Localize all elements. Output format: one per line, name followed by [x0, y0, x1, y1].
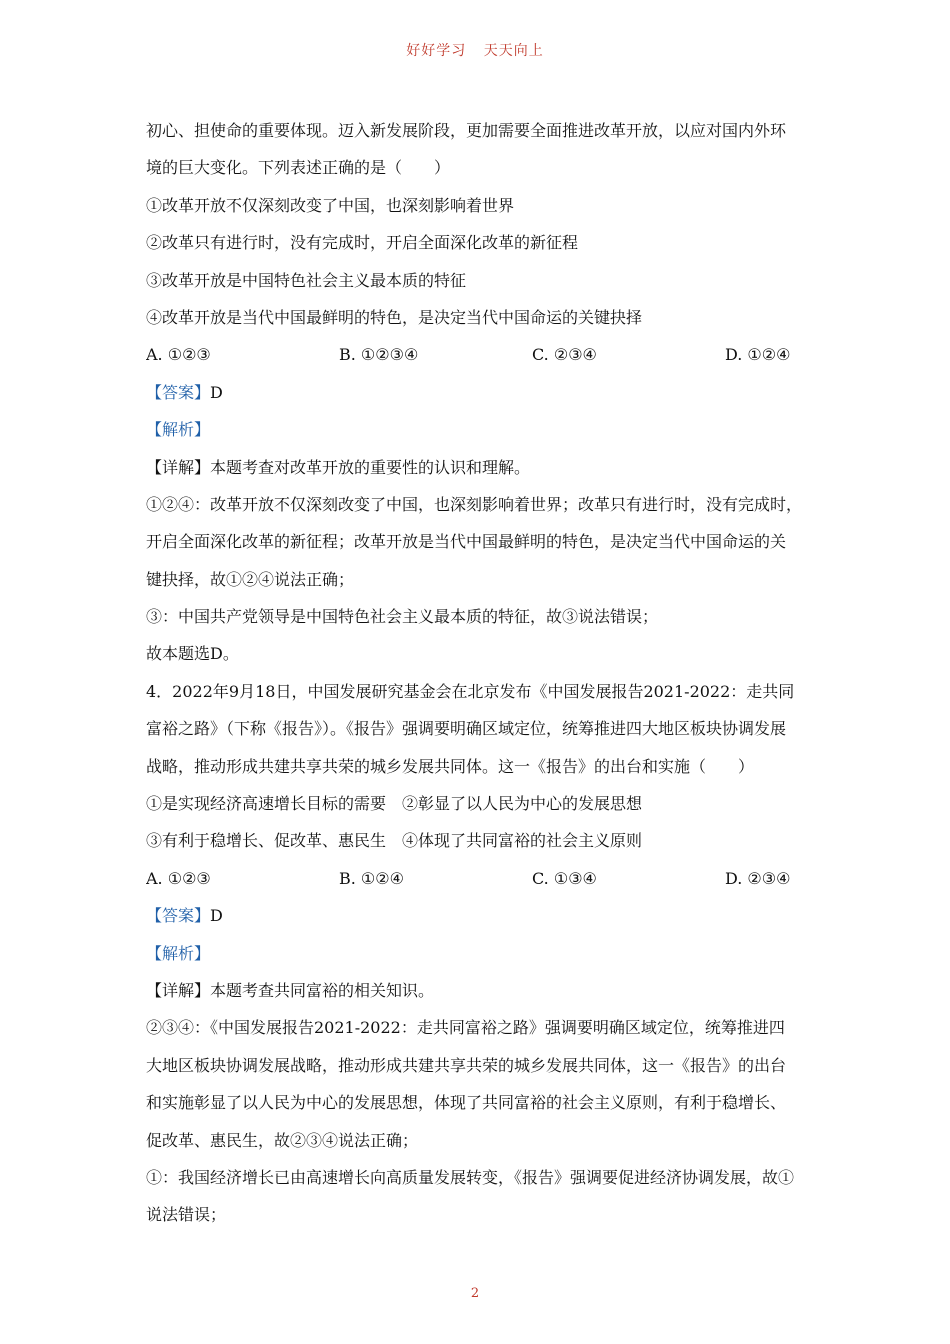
document-body — [146, 112, 810, 1234]
q3-option-d: D. ①②④ — [725, 345, 791, 365]
q4-detail-line-7: 说法错误； — [146, 1205, 227, 1225]
q3-item-4: ④改革开放是当代中国最鲜明的特色，是决定当代中国命运的关键抉择 — [146, 307, 643, 327]
q4-answer — [146, 897, 810, 934]
q4-option-d: D. ②③④ — [725, 868, 791, 888]
q3-option-a: A. ①②③ — [146, 345, 211, 365]
q3-detail-text-1: 本题考查对改革开放的重要性的认识和理解。 — [210, 457, 531, 477]
q4-detail-line-1 — [146, 972, 810, 1009]
q3-detail-line-1 — [146, 449, 810, 486]
q4-stem-line-1: 4．2022年9月18日，中国发展研究基金会在北京发布《中国发展报告2021-2022：走共同 — [146, 681, 795, 701]
q3-detail-line-4: 键抉择，故①②④说法正确； — [146, 569, 355, 589]
q4-detail-text-1: 本题考查共同富裕的相关知识。 — [210, 980, 435, 1000]
q4-analysis — [146, 935, 810, 972]
q4-option-c: C. ①③④ — [532, 868, 597, 888]
q4-detail-line-5: 促改革、惠民生，故②③④说法正确； — [146, 1130, 419, 1150]
q3-item-1: ①改革开放不仅深刻改变了中国，也深刻影响着世界 — [146, 195, 515, 215]
q3-stem-line-1: 初心、担使命的重要体现。迈入新发展阶段，更加需要全面推进改革开放，以应对国内外环 — [146, 121, 787, 140]
q3-stem-line-2: 境的巨大变化。下列表述正确的是（ ） — [146, 158, 451, 178]
q4-detail-line-2: ②③④：《中国发展报告2021-2022：走共同富裕之路》强调要明确区域定位，统筹推进四 — [146, 1018, 785, 1038]
q3-analysis-tag: 【解析】 — [146, 420, 211, 440]
q4-item-2: ③有利于稳增长、促改革、惠民生 ④体现了共同富裕的社会主义原则 — [146, 831, 643, 851]
q4-detail-line-3: 大地区板块协调发展战略，推动形成共建共享共荣的城乡发展共同体，这一《报告》的出台 — [146, 1055, 787, 1075]
q3-item-3: ③改革开放是中国特色社会主义最本质的特征 — [146, 270, 467, 290]
page-header — [0, 40, 950, 60]
q4-answer-tag: 【答案】 — [146, 906, 211, 926]
q4-detail-line-6: ①：我国经济增长已由高速增长向高质量发展转变，《报告》强调要促进经济协调发展，故① — [146, 1167, 795, 1187]
q3-detail-tag: 【详解】 — [146, 457, 211, 477]
q3-detail-line-2: ①②④：改革开放不仅深刻改变了中国，也深刻影响着世界；改革只有进行时，没有完成时， — [146, 494, 803, 514]
q4-option-a: A. ①②③ — [146, 868, 211, 888]
header-left-text: 好好学习 — [406, 43, 467, 59]
q4-analysis-tag: 【解析】 — [146, 943, 211, 963]
q3-option-b: B. ①②③④ — [339, 345, 419, 365]
q4-detail-tag: 【详解】 — [146, 980, 211, 1000]
q3-detail-line-3: 开启全面深化改革的新征程；改革开放是当代中国最鲜明的特色，是决定当代中国命运的关 — [146, 532, 787, 552]
q3-detail-line-5: ③：中国共产党领导是中国特色社会主义最本质的特征，故③说法错误； — [146, 607, 659, 627]
q3-answer — [146, 374, 810, 411]
q3-answer-value: D — [210, 382, 223, 402]
q3-analysis — [146, 411, 810, 448]
q4-stem-line-2: 富裕之路》（下称《报告》）。《报告》强调要明确区域定位，统筹推进四大地区板块协调发展 — [146, 719, 787, 739]
q4-item-1: ①是实现经济高速增长目标的需要 ②彰显了以人民为中心的发展思想 — [146, 794, 643, 814]
q4-option-b: B. ①②④ — [339, 868, 404, 888]
q3-option-c: C. ②③④ — [532, 345, 597, 365]
page-number: 2 — [470, 1286, 480, 1301]
q4-options — [146, 860, 810, 897]
q3-options — [146, 336, 810, 373]
q4-detail-line-4: 和实施彰显了以人民为中心的发展思想，体现了共同富裕的社会主义原则，有利于稳增长、 — [146, 1093, 787, 1113]
q3-item-2: ②改革只有进行时，没有完成时，开启全面深化改革的新征程 — [146, 233, 579, 253]
q4-answer-value: D — [210, 906, 223, 926]
q3-answer-tag: 【答案】 — [146, 382, 211, 402]
header-right-text: 天天向上 — [483, 43, 544, 59]
q3-detail-line-6: 故本题选D。 — [146, 644, 239, 664]
q4-stem-line-3: 战略，推动形成共建共享共荣的城乡发展共同体。这一《报告》的出台和实施（ ） — [146, 756, 755, 776]
